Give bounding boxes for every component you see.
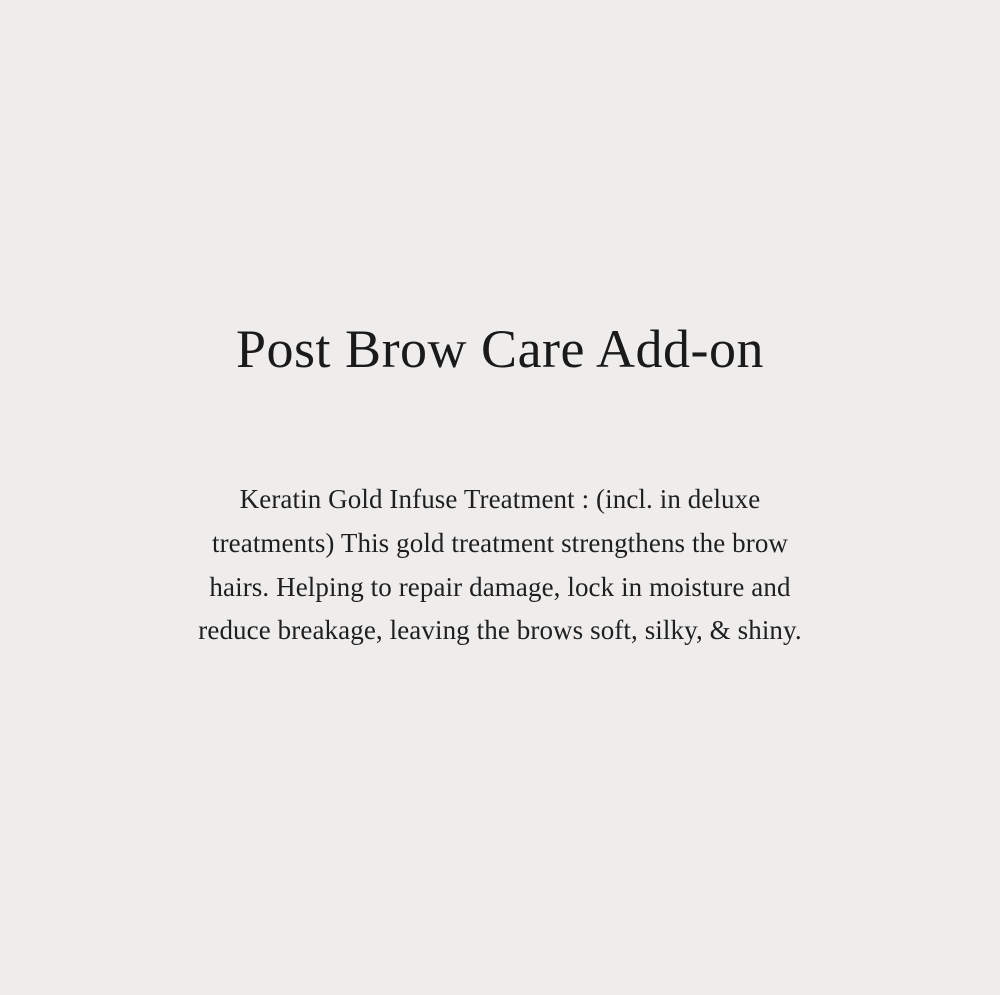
description-text: Keratin Gold Infuse Treatment : (incl. in deluxe treatments) This gold treatment strengthens the brow hairs. Helping to repair damage, lock in moisture and reduce breakage, leaving the brows soft, silky, & shiny.: [198, 484, 802, 646]
page-title: Post Brow Care Add-on: [236, 319, 764, 379]
